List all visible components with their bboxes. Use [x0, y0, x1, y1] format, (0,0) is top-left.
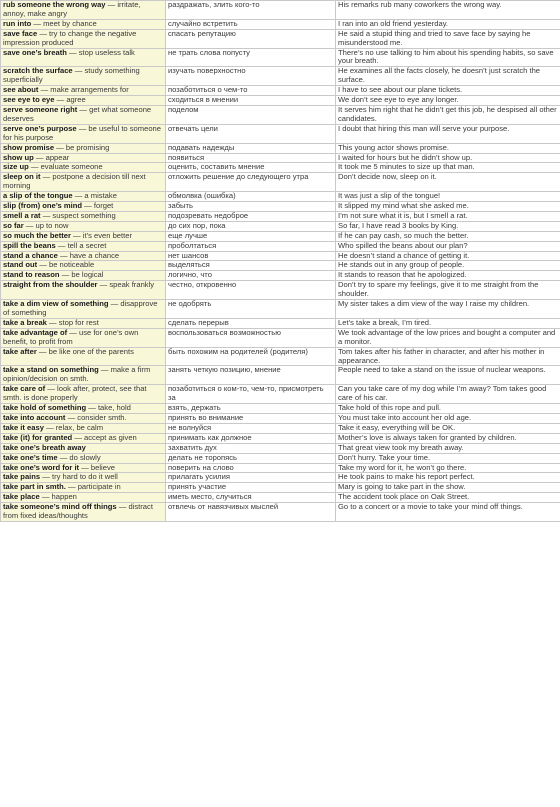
translation-cell: случайно встретить: [166, 19, 336, 29]
phrase-cell: [1, 443, 166, 453]
example-cell: You must take into account her old age.: [336, 413, 560, 423]
table-row: [1, 503, 560, 522]
phrase-definition: — appear: [33, 153, 70, 162]
phrase-cell: [1, 385, 166, 404]
table-row: [1, 19, 560, 29]
phrase-cell: [1, 404, 166, 414]
translation-cell: нет шансов: [166, 251, 336, 261]
example-cell: Let’s take a break, I’m tired.: [336, 318, 560, 328]
phrase-term: take after: [3, 347, 37, 356]
phrase-definition: — get what someone deserves: [3, 105, 152, 123]
phrase-definition: — relax, be calm: [43, 423, 104, 432]
phrase-definition: — irritate, annoy, make angry: [3, 0, 141, 18]
phrase-definition: — be logical: [59, 270, 104, 280]
table-row: [1, 153, 560, 163]
example-cell: Take my word for it, he won’t go there.: [336, 463, 560, 473]
phrase-cell: [1, 318, 166, 328]
phrase-cell: [1, 473, 166, 483]
phrase-term: save face: [3, 29, 38, 38]
example-cell: There’s no use talking to him about his spending habits, so save your breath.: [336, 48, 560, 67]
table-row: [1, 251, 560, 261]
translation-cell: не волнуйся: [166, 423, 336, 433]
example-cell: I doubt that hiring this man will serve your purpose.: [336, 124, 560, 143]
phrase-definition: — participate in: [65, 482, 121, 492]
translation-cell: делать не торопясь: [166, 453, 336, 463]
phrase-term: take place: [3, 492, 40, 502]
phrase-cell: [1, 493, 166, 503]
phrase-definition: — forget: [82, 201, 114, 211]
phrase-cell: [1, 261, 166, 271]
table-row: [1, 443, 560, 453]
table-row: [1, 261, 560, 271]
example-cell: If he can pay cash, so much the better.: [336, 231, 560, 241]
phrase-definition: — make arrangements for: [38, 85, 129, 95]
phrase-term: straight from the shoulder: [3, 280, 98, 290]
example-cell: It serves him right that he didn’t get this job, he despised all other candidates.: [336, 105, 560, 124]
example-cell: It slipped my mind what she asked me.: [336, 202, 560, 212]
phrase-cell: [1, 483, 166, 493]
translation-cell: проболтаться: [166, 241, 336, 251]
phrase-definition: — stop useless talk: [66, 48, 135, 57]
phrase-cell: [1, 143, 166, 153]
phrase-term: take it easy: [3, 423, 44, 432]
example-cell: Don’t try to spare my feelings, give it to me straight from the shoulder.: [336, 281, 560, 300]
phrase-table-body: [1, 1, 560, 522]
phrase-term: serve one’s purpose: [3, 124, 77, 133]
example-cell: He examines all the facts closely, he doesn’t just scratch the surface.: [336, 67, 560, 86]
table-row: [1, 433, 560, 443]
phrase-definition: — agree: [54, 95, 86, 105]
phrase-term: show up: [3, 153, 34, 162]
translation-cell: отложить решение до следующего утра: [166, 173, 336, 192]
phrase-cell: [1, 19, 166, 29]
example-cell: People need to take a stand on the issue of nuclear weapons.: [336, 366, 560, 385]
phrase-term: take (it) for granted: [3, 433, 73, 442]
phrase-definition: — tell a secret: [55, 241, 107, 250]
translation-cell: выделяться: [166, 261, 336, 271]
translation-cell: прилагать усилия: [166, 473, 336, 483]
table-row: [1, 173, 560, 192]
table-row: [1, 1, 560, 20]
phrase-term: take advantage of: [3, 328, 68, 337]
translation-cell: отвечать цели: [166, 124, 336, 143]
example-cell: I waited for hours but he didn’t show up.: [336, 153, 560, 163]
table-row: [1, 404, 560, 414]
translation-cell: отвлечь от навязчивых мыслей: [166, 503, 336, 522]
translation-cell: оценить, составить мнение: [166, 163, 336, 173]
phrase-cell: [1, 423, 166, 433]
phrase-definition: — postpone a decision till next morning: [3, 172, 146, 191]
example-cell: I ran into an old friend yesterday.: [336, 19, 560, 29]
phrase-definition: — use for one’s own benefit, to profit from: [3, 328, 139, 346]
translation-cell: позаботиться о чем-то: [166, 86, 336, 96]
phrase-cell: [1, 366, 166, 385]
phrase-definition: — speak frankly: [97, 280, 155, 290]
phrase-term: take a stand on something: [3, 365, 99, 375]
example-cell: He said a stupid thing and tried to save face by saying he misunderstood me.: [336, 29, 560, 48]
phrase-definition: — up to now: [23, 221, 69, 230]
phrase-term: see eye to eye: [3, 95, 55, 105]
translation-cell: поделом: [166, 105, 336, 124]
table-row: [1, 347, 560, 366]
phrase-term: take care of: [3, 384, 46, 394]
phrase-cell: [1, 347, 166, 366]
translation-cell: не трать слова попусту: [166, 48, 336, 67]
example-cell: His remarks rub many coworkers the wrong way.: [336, 1, 560, 20]
example-cell: Don’t decide now, sleep on it.: [336, 173, 560, 192]
translation-cell: принимать как должное: [166, 433, 336, 443]
translation-cell: воспользоваться возможностью: [166, 328, 336, 347]
phrase-term: smell a rat: [3, 211, 41, 220]
example-cell: It took me 5 minutes to size up that man.: [336, 163, 560, 173]
translation-cell: позаботиться о ком-то, чем-то, присмотреть за: [166, 385, 336, 404]
table-row: [1, 67, 560, 86]
phrase-cell: [1, 86, 166, 96]
table-row: [1, 413, 560, 423]
phrase-cell: [1, 96, 166, 106]
phrase-definition: — meet by chance: [31, 19, 97, 28]
translation-cell: еще лучше: [166, 231, 336, 241]
table-row: [1, 366, 560, 385]
phrase-cell: [1, 271, 166, 281]
phrase-term: save one’s breath: [3, 48, 67, 57]
table-row: [1, 453, 560, 463]
example-cell: So far, I have read 3 books by King.: [336, 221, 560, 231]
translation-cell: сходиться в мнении: [166, 96, 336, 106]
translation-cell: занять четкую позицию, мнение: [166, 366, 336, 385]
translation-cell: забыть: [166, 202, 336, 212]
example-cell: Can you take care of my dog while I’m away? Tom takes good care of his car.: [336, 385, 560, 404]
phrase-cell: [1, 211, 166, 221]
example-cell: Mary is going to take part in the show.: [336, 483, 560, 493]
table-row: [1, 163, 560, 173]
phrase-cell: [1, 29, 166, 48]
translation-cell: быть похожим на родителей (родителя): [166, 347, 336, 366]
example-cell: It was just a slip of the tongue!: [336, 192, 560, 202]
translation-cell: поверить на слово: [166, 463, 336, 473]
phrase-definition: — be noticeable: [37, 260, 95, 270]
example-cell: I have to see about our plane tickets.: [336, 86, 560, 96]
example-cell: Tom takes after his father in character, and after his mother in appearance.: [336, 347, 560, 366]
phrase-term: rub someone the wrong way: [3, 0, 106, 9]
phrase-definition: — distract from fixed ideas/thoughts: [3, 502, 153, 521]
phrase-term: slip (from) one’s mind: [3, 201, 83, 211]
table-row: [1, 29, 560, 48]
example-cell: He stands out in any group of people.: [336, 261, 560, 271]
phrase-term: stand to reason: [3, 270, 60, 280]
table-row: [1, 328, 560, 347]
phrase-definition: — have a chance: [57, 251, 120, 260]
phrase-definition: — do slowly: [57, 453, 101, 462]
table-row: [1, 473, 560, 483]
phrase-definition: — evaluate someone: [28, 162, 103, 172]
phrase-term: size up: [3, 162, 29, 172]
phrase-definition: — stop for rest: [46, 318, 99, 327]
phrase-cell: [1, 173, 166, 192]
phrase-cell: [1, 192, 166, 202]
example-cell: Take hold of this rope and pull.: [336, 404, 560, 414]
phrase-term: sleep on it: [3, 172, 41, 182]
phrase-term: see about: [3, 85, 39, 95]
phrase-term: scratch the surface: [3, 66, 73, 76]
table-row: [1, 281, 560, 300]
phrase-term: take a break: [3, 318, 47, 327]
table-row: [1, 318, 560, 328]
phrase-term: take someone’s mind off things: [3, 502, 117, 512]
example-cell: That great view took my breath away.: [336, 443, 560, 453]
translation-cell: логично, что: [166, 271, 336, 281]
table-row: [1, 192, 560, 202]
example-cell: I’m not sure what it is, but I smell a rat.: [336, 211, 560, 221]
translation-cell: изучать поверхностно: [166, 67, 336, 86]
translation-cell: обмолвка (ошибка): [166, 192, 336, 202]
table-row: [1, 96, 560, 106]
phrase-definition: — it’s even better: [70, 231, 132, 240]
phrase-definition: — try to change the negative impression produced: [3, 29, 137, 47]
translation-cell: подозревать недоброе: [166, 211, 336, 221]
table-row: [1, 423, 560, 433]
example-cell: Take it easy, everything will be OK.: [336, 423, 560, 433]
table-row: [1, 105, 560, 124]
phrase-term: stand out: [3, 260, 38, 270]
phrase-term: serve someone right: [3, 105, 78, 114]
phrase-cell: [1, 281, 166, 300]
example-cell: It stands to reason that he apologized.: [336, 271, 560, 281]
table-row: [1, 493, 560, 503]
phrase-definition: — disapprove of something: [3, 299, 158, 317]
phrase-term: show promise: [3, 143, 55, 152]
example-cell: Who spilled the beans about our plan?: [336, 241, 560, 251]
phrase-cell: [1, 221, 166, 231]
translation-cell: спасать репутацию: [166, 29, 336, 48]
phrase-cell: [1, 300, 166, 319]
table-row: [1, 86, 560, 96]
phrase-cell: [1, 433, 166, 443]
phrase-term: take one’s time: [3, 453, 58, 462]
example-cell: We took advantage of the low prices and bought a computer and a monitor.: [336, 328, 560, 347]
phrase-definition: — a mistake: [72, 191, 117, 201]
phrase-definition: — believe: [79, 463, 115, 472]
translation-cell: честно, откровенно: [166, 281, 336, 300]
example-cell: He took pains to make his report perfect.: [336, 473, 560, 483]
phrase-cell: [1, 453, 166, 463]
table-row: [1, 385, 560, 404]
example-cell: Go to a concert or a movie to take your mind off things.: [336, 503, 560, 522]
phrase-cell: [1, 67, 166, 86]
translation-cell: сделать перерыв: [166, 318, 336, 328]
translation-cell: принять участие: [166, 483, 336, 493]
table-row: [1, 202, 560, 212]
phrase-term: take one’s word for it: [3, 463, 80, 472]
translation-cell: принять во внимание: [166, 413, 336, 423]
phrase-definition: — try hard to do it well: [40, 472, 118, 482]
translation-cell: захватить дух: [166, 443, 336, 453]
phrase-definition: — happen: [39, 492, 77, 502]
table-row: [1, 463, 560, 473]
example-cell: This young actor shows promise.: [336, 143, 560, 153]
phrase-term: take into account: [3, 413, 66, 422]
table-row: [1, 241, 560, 251]
phrase-term: take pains: [3, 472, 41, 482]
phrase-term: a slip of the tongue: [3, 191, 73, 201]
example-cell: My sister takes a dim view of the way I raise my children.: [336, 300, 560, 319]
example-cell: Mother’s love is always taken for granted by children.: [336, 433, 560, 443]
phrase-cell: [1, 413, 166, 423]
table-row: [1, 483, 560, 493]
phrase-cell: [1, 163, 166, 173]
example-cell: He doesn’t stand a chance of getting it.: [336, 251, 560, 261]
translation-cell: иметь место, случиться: [166, 493, 336, 503]
example-cell: The accident took place on Oak Street.: [336, 493, 560, 503]
table-row: [1, 211, 560, 221]
phrase-cell: [1, 153, 166, 163]
translation-cell: взять, держать: [166, 404, 336, 414]
table-row: [1, 48, 560, 67]
translation-cell: появиться: [166, 153, 336, 163]
phrase-term: run into: [3, 19, 32, 28]
example-cell: We don’t see eye to eye any longer.: [336, 96, 560, 106]
phrase-cell: [1, 105, 166, 124]
translation-cell: раздражать, злить кого-то: [166, 1, 336, 20]
phrase-definition: — be promising: [54, 143, 110, 152]
phrase-term: so far: [3, 221, 24, 230]
phrase-cell: [1, 48, 166, 67]
table-row: [1, 143, 560, 153]
phrase-term: take part in smth.: [3, 482, 66, 492]
translation-cell: подавать надежды: [166, 143, 336, 153]
table-row: [1, 124, 560, 143]
table-row: [1, 231, 560, 241]
phrase-term: take one’s breath away: [3, 443, 86, 452]
phrase-cell: [1, 202, 166, 212]
phrase-definition: — suspect something: [40, 211, 116, 220]
phrase-cell: [1, 251, 166, 261]
phrase-definition: — study something superficially: [3, 66, 140, 85]
phrase-term: so much the better: [3, 231, 71, 240]
example-cell: Don’t hurry. Take your time.: [336, 453, 560, 463]
phrase-definition: — consider smth.: [65, 413, 127, 422]
phrase-cell: [1, 328, 166, 347]
phrase-definition: — make a firm opinion/decision on smth.: [3, 365, 151, 384]
phrase-definition: — accept as given: [72, 433, 137, 442]
phrase-cell: [1, 463, 166, 473]
phrase-cell: [1, 231, 166, 241]
table-row: [1, 300, 560, 319]
translation-cell: до сих пор, пока: [166, 221, 336, 231]
phrase-term: take hold of something: [3, 403, 87, 413]
phrase-term: stand a chance: [3, 251, 58, 260]
phrase-term: take a dim view of something: [3, 299, 109, 309]
phrase-definition: — be like one of the parents: [36, 347, 134, 356]
table-row: [1, 221, 560, 231]
phrase-definition: — take, hold: [86, 403, 131, 413]
phrase-definition: — look after, protect, see that smth. is done properly: [3, 384, 147, 403]
phrase-cell: [1, 503, 166, 522]
phrase-cell: [1, 124, 166, 143]
phrase-term: spill the beans: [3, 241, 56, 250]
phrase-definition: — be useful to someone for his purpose: [3, 124, 162, 142]
table-row: [1, 271, 560, 281]
translation-cell: не одобрять: [166, 300, 336, 319]
phrase-cell: [1, 241, 166, 251]
phrase-cell: [1, 1, 166, 20]
